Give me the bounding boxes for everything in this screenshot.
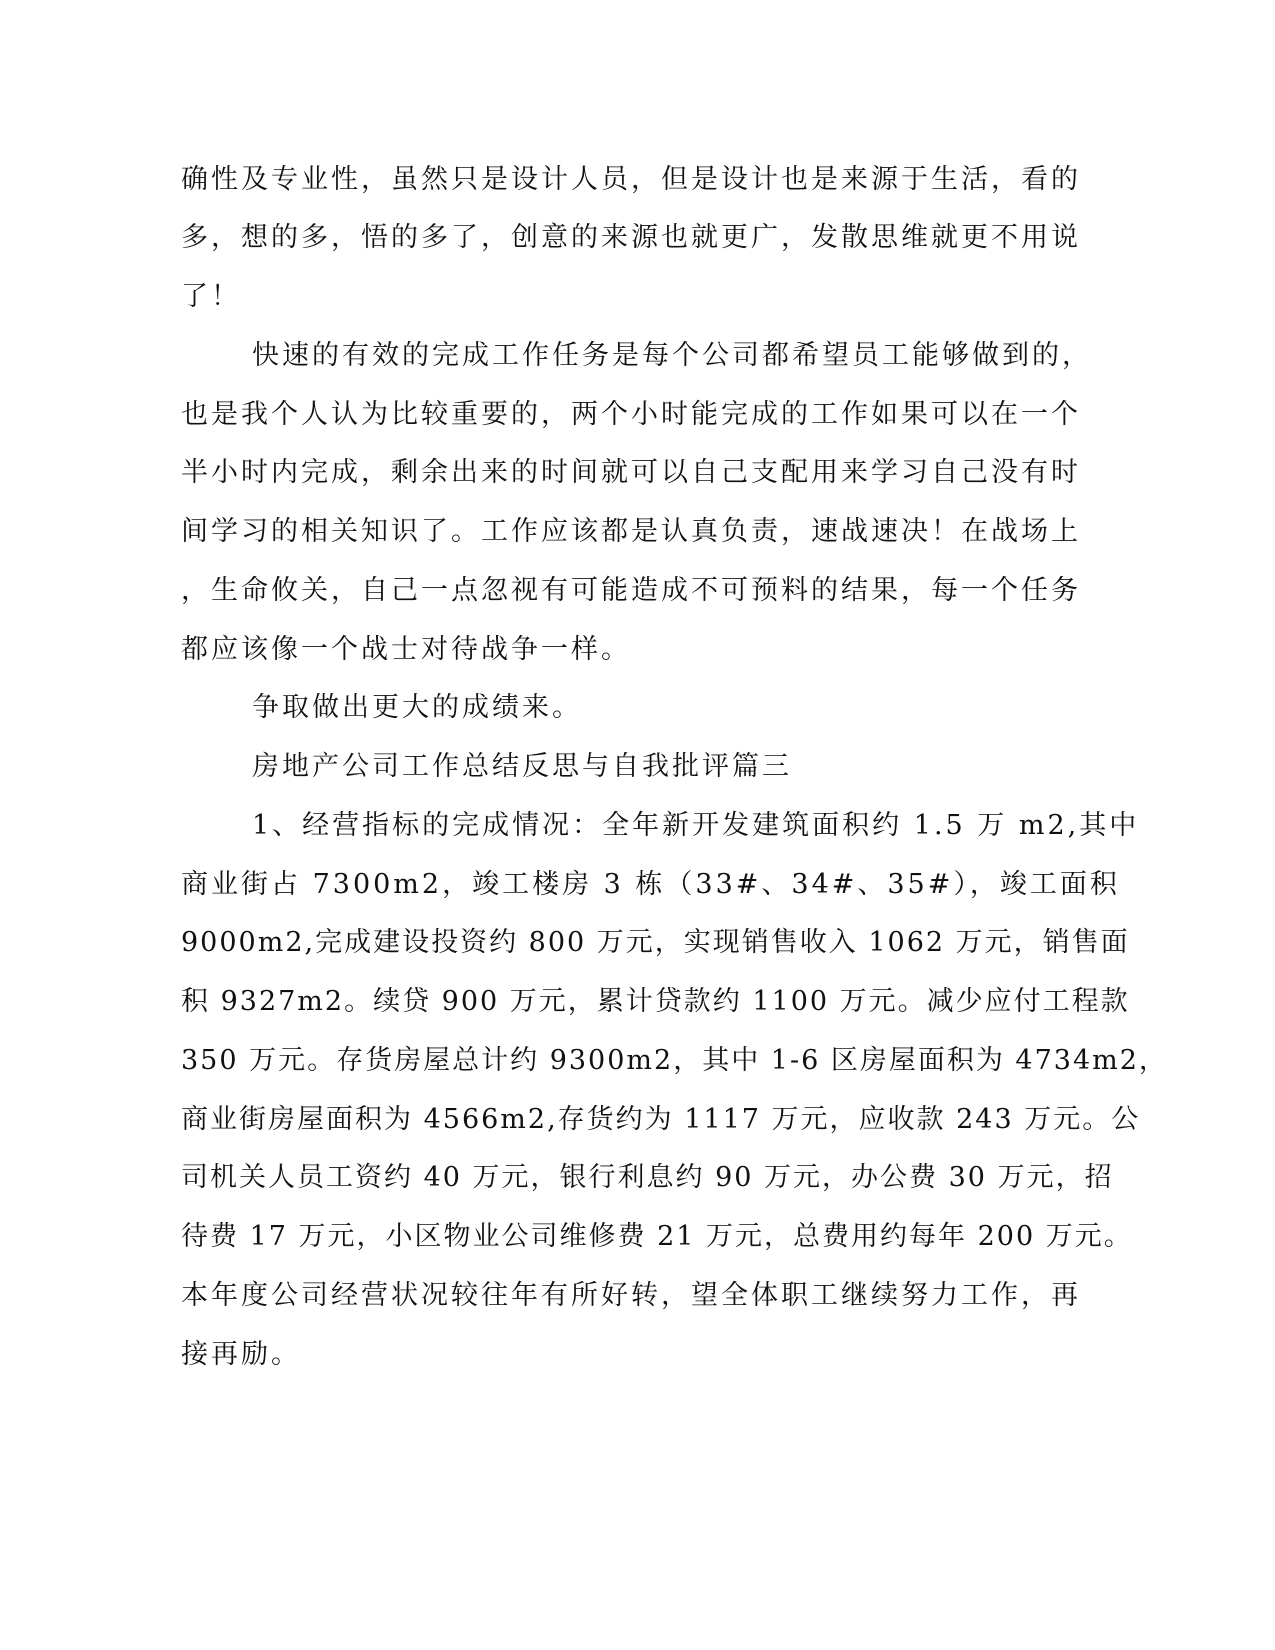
text-line: ，生命攸关，自己一点忽视有可能造成不可预料的结果，每一个任务 — [181, 575, 1081, 606]
paragraph-start-line: 1、经营指标的完成情况：全年新开发建筑面积约 1.5 万 m2,其中 — [252, 810, 1140, 841]
text-line: 商业街房屋面积为 4566m2,存货约为 1117 万元，应收款 243 万元。公 — [181, 1104, 1141, 1135]
text-line: 待费 17 万元，小区物业公司维修费 21 万元，总费用约每年 200 万元。 — [181, 1221, 1133, 1252]
paragraph-start-line: 快速的有效的完成工作任务是每个公司都希望员工能够做到的， — [252, 340, 1092, 371]
text-line: 间学习的相关知识了。工作应该都是认真负责，速战速决！在战场上 — [181, 516, 1081, 547]
text-line: 确性及专业性，虽然只是设计人员，但是设计也是来源于生活，看的 — [181, 164, 1081, 195]
text-line: 积 9327m2。续贷 900 万元，累计贷款约 1100 万元。减少应付工程款 — [181, 986, 1130, 1017]
section-heading: 房地产公司工作总结反思与自我批评篇三 — [252, 751, 792, 782]
text-line: 350 万元。存货房屋总计约 9300m2，其中 1-6 区房屋面积为 4734m2， — [181, 1045, 1168, 1076]
paragraph-line: 争取做出更大的成绩来。 — [252, 692, 582, 723]
text-line: 司机关人员工资约 40 万元，银行利息约 90 万元，办公费 30 万元，招 — [181, 1162, 1114, 1193]
text-line: 了！ — [181, 281, 241, 312]
text-line: 接再励。 — [181, 1339, 301, 1370]
text-line: 多，想的多，悟的多了，创意的来源也就更广，发散思维就更不用说 — [181, 222, 1081, 253]
text-line: 商业街占 7300m2，竣工楼房 3 栋（33#、34#、35#），竣工面积 — [181, 869, 1120, 900]
text-line: 半小时内完成，剩余出来的时间就可以自己支配用来学习自己没有时 — [181, 457, 1081, 488]
text-line: 本年度公司经营状况较往年有所好转，望全体职工继续努力工作，再 — [181, 1280, 1081, 1311]
text-line: 都应该像一个战士对待战争一样。 — [181, 634, 631, 665]
text-line: 9000m2,完成建设投资约 800 万元，实现销售收入 1062 万元，销售面 — [181, 927, 1130, 958]
text-line: 也是我个人认为比较重要的，两个小时能完成的工作如果可以在一个 — [181, 399, 1081, 430]
